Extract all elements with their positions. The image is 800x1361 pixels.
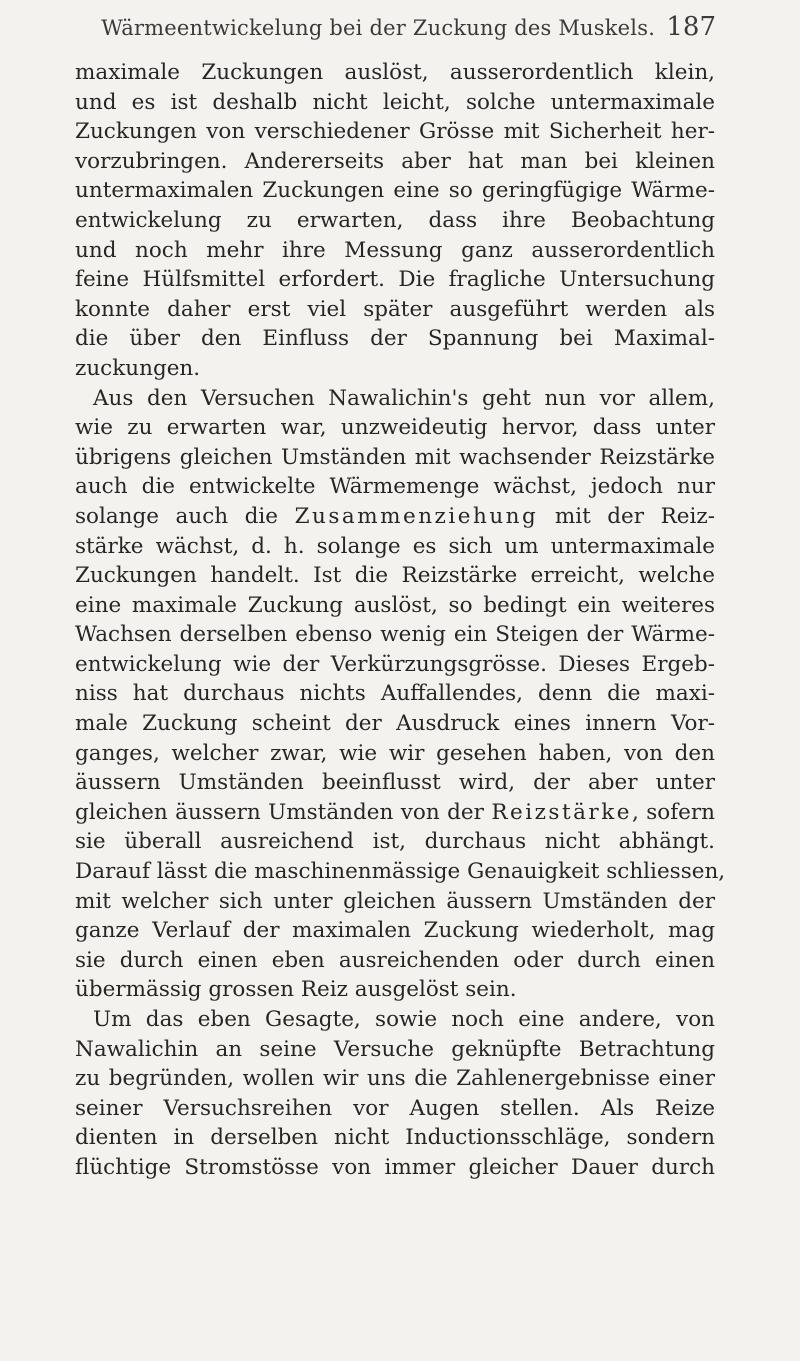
- text-line: niss hat durchaus nichts Auffallendes, denn die maxi-: [75, 681, 715, 707]
- text-line: konnte daher erst viel später ausgeführt werden als: [75, 296, 715, 322]
- text-line: sie durch einen eben ausreichenden oder durch einen: [75, 947, 715, 973]
- text-line: untermaximalen Zuckungen eine so geringfügige Wärme-: [75, 178, 715, 204]
- spaced-emphasis: Reizstärke: [491, 799, 632, 825]
- body-text: [75, 58, 726, 1183]
- text-line: mit welcher sich unter gleichen äussern Umständen der: [75, 888, 715, 914]
- text-line: [75, 798, 715, 828]
- spaced-emphasis: Zusammenziehung: [294, 503, 539, 529]
- text-line: übrigens gleichen Umständen mit wachsender Reizstärke: [75, 444, 715, 470]
- text-segment: mit der Reiz-: [538, 503, 715, 529]
- page-number: 187: [666, 12, 716, 42]
- text-line: und noch mehr ihre Messung ganz ausserordentlich: [75, 237, 715, 263]
- text-line: entwickelung zu erwarten, dass ihre Beobachtung: [75, 207, 715, 233]
- text-line: zuckungen.: [75, 355, 201, 381]
- text-line: [75, 502, 715, 532]
- text-segment: gleichen äussern Umständen von der: [75, 799, 492, 825]
- text-line: die über den Einfluss der Spannung bei Maximal-: [75, 326, 715, 352]
- text-line: feine Hülfsmittel erfordert. Die fragliche Untersuchung: [75, 267, 715, 293]
- text-line: und es ist deshalb nicht leicht, solche untermaximale: [75, 89, 715, 115]
- text-line: Zuckungen handelt. Ist die Reizstärke erreicht, welche: [75, 563, 715, 589]
- text-line: wie zu erwarten war, unzweideutig hervor, dass unter: [75, 415, 715, 441]
- text-line: Nawalichin an seine Versuche geknüpfte Betrachtung: [75, 1036, 715, 1062]
- running-title: Wärmeentwickelung bei der Zuckung des Muskels.: [101, 16, 656, 40]
- text-line: Zuckungen von verschiedener Grösse mit Sicherheit her-: [75, 119, 715, 145]
- text-line: Um das eben Gesagte, sowie noch eine andere, von: [93, 1007, 715, 1032]
- text-line: flüchtige Stromstösse von immer gleicher Dauer durch: [75, 1154, 715, 1180]
- text-line: maximale Zuckungen auslöst, ausserordentlich klein,: [75, 60, 715, 85]
- running-header: [100, 12, 716, 46]
- text-line: Wachsen derselben ebenso wenig ein Steigen der Wärme-: [75, 622, 715, 648]
- text-line: entwickelung wie der Verkürzungsgrösse. Dieses Ergeb-: [75, 651, 715, 677]
- text-line: zu begründen, wollen wir uns die Zahlenergebnisse einer: [75, 1066, 715, 1092]
- text-line: übermässig grossen Reiz ausgelöst sein.: [75, 977, 517, 1003]
- text-line: vorzubringen. Andererseits aber hat man bei kleinen: [75, 148, 715, 174]
- text-line: Darauf lässt die maschinenmässige Genauigkeit schliessen,: [75, 859, 726, 885]
- text-line: ganges, welcher zwar, wie wir gesehen haben, von den: [75, 740, 715, 766]
- text-line: ganze Verlauf der maximalen Zuckung wiederholt, mag: [75, 918, 715, 944]
- text-line: stärke wächst, d. h. solange es sich um untermaximale: [75, 533, 715, 559]
- text-line: male Zuckung scheint der Ausdruck eines innern Vor-: [75, 711, 715, 737]
- text-line: eine maximale Zuckung auslöst, so bedingt ein weiteres: [75, 592, 715, 618]
- text-line: seiner Versuchsreihen vor Augen stellen. Als Reize: [75, 1095, 715, 1121]
- text-segment: solange auch die: [75, 503, 295, 529]
- text-line: sie überall ausreichend ist, durchaus nicht abhängt.: [75, 829, 715, 855]
- text-line: äussern Umständen beeinflusst wird, der aber unter: [75, 770, 715, 796]
- text-line: Aus den Versuchen Nawalichin's geht nun vor allem,: [93, 385, 715, 411]
- text-segment: , sofern: [631, 799, 715, 825]
- text-line: dienten in derselben nicht Inductionsschläge, sondern: [75, 1125, 715, 1151]
- text-line: auch die entwickelte Wärmemenge wächst, jedoch nur: [75, 474, 715, 500]
